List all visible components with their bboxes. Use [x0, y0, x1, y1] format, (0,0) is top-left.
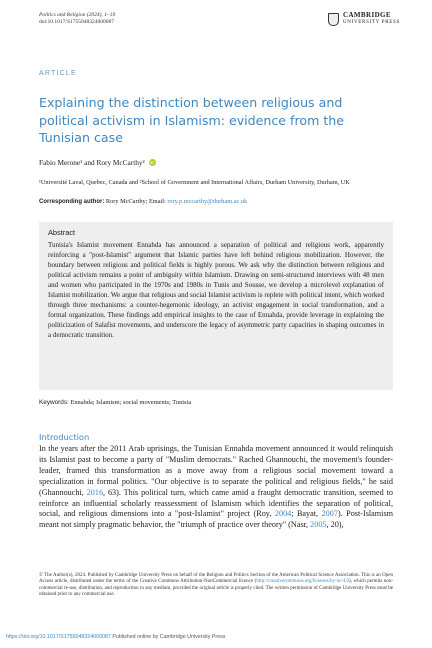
publisher-logo[interactable]	[328, 12, 400, 26]
publisher-name-line2: UNIVERSITY PRESS	[343, 20, 400, 25]
cambridge-crest-icon	[328, 13, 339, 26]
published-online-text: Published online by Cambridge University Press	[112, 634, 226, 640]
introduction-paragraph: In the years after the 2011 Arab uprisings, the Tunisian Ennahda movement announced it would relinquish its Islamist past to become a party of "Muslim democrats." Rached Ghannouchi, the movement's founder-leader, framed this transformation as a move away from a religious social movement toward a specialization in formal politics. "Our objective is to separate the political and religious fields," he said (Ghannouchi, 2016, 63). This political turn, which came amid a fraught democratic transition, seemed to reinforce an influential scholarly reassessment of Islamism which identifies the separation of political, social, and religious dimensions into a "post-Islamist" project (Roy, 2004; Bayat, 2007). Post-Islamism meant not simply pragmatic behavior, the "triumph of practice over theory" (Nasr, 2005, 20),	[39, 444, 394, 530]
running-header	[39, 12, 115, 26]
abstract-heading: Abstract	[48, 228, 76, 237]
citation-link[interactable]: 2007	[321, 509, 338, 519]
keywords-label: Keywords:	[39, 399, 69, 406]
abstract-box	[39, 222, 393, 390]
author-names[interactable]: Fabio Merone¹ and Rory McCarthy²	[39, 158, 145, 167]
citation-link[interactable]: 2016	[86, 487, 104, 497]
copyright-footnote: © The Author(s), 2024. Published by Cambridge University Press on behalf of the Religion and Politics Section of the American Political Science Association. This is an Open Access article, distributed under the terms of the Creative Commons Attribution-NonCommercial licence (http://creativecommons.org/licenses/by-nc/4.0), which permits non-commercial re-use, distribution, and reproduction in any medium, provided the original article is properly cited. The written permission of Cambridge University Press must be obtained prior to any commercial use.	[39, 573, 394, 597]
abstract-text: Tunisia's Islamist movement Ennahda has announced a separation of political and religious work, apparently reinforcing a "post-Islamist" argument that Islamic parties have left behind religious mobilization. However, the boundary between religious and political fields is highly porous. We ask why the distinction between religious and political activism remains a point of ambiguity within Islamism. Drawing on semi-structured interviews with 48 men and women who participated in the 1970s and 1980s in Tunis and Sousse, we develop a microlevel explanation of Islamist mobilization. We argue that religious and social Islamist activism is replete with political intent, which worked through three mechanisms: a counter-hegemonic ideology, an activist engagement in social transformation, and a formal organization. These findings add empirical insights to the case of Ennahda, provide leverage in explaining the politicization of Salafist movements, and underscore the legacy of asymmetric party capacities in shaping outcomes in a democratic transition.	[48, 241, 384, 339]
introduction-heading: Introduction	[39, 432, 90, 442]
author-list	[39, 158, 156, 167]
publisher-name-line1: CAMBRIDGE	[343, 11, 391, 19]
affiliations: ¹Université Laval, Quebec, Canada and ²School of Government and International Affairs, Durham University, Durham, UK	[39, 179, 350, 186]
keywords	[39, 399, 191, 406]
citation-link[interactable]: 2004	[274, 509, 292, 519]
article-title: Explaining the distinction between religious and political activism in Islamism: evidence from the Tunisian case	[39, 95, 345, 145]
page-footer	[6, 634, 225, 640]
author-email-link[interactable]: rory.p.mccarthy@durham.ac.uk	[167, 198, 248, 205]
doi-link[interactable]: https://doi.org/10.1017/S1755048324000087	[6, 634, 111, 640]
corresponding-author-text: Rory McCarthy; Email:	[105, 198, 166, 205]
orcid-icon[interactable]: iD	[150, 160, 155, 165]
corresponding-author	[39, 198, 247, 206]
journal-citation: Politics and Religion (2024), 1–19	[39, 12, 116, 18]
corresponding-author-label: Corresponding author:	[39, 199, 105, 205]
license-link[interactable]: http://creativecommons.org/licenses/by-nc/4.0	[256, 579, 349, 585]
article-type-label: ARTICLE	[39, 70, 77, 77]
keywords-text: Ennahda; Islamism; social movements; Tunisia	[70, 399, 192, 406]
citation-link[interactable]: 2005	[310, 520, 327, 530]
article-doi: doi:10.1017/S1755048324000087	[39, 19, 115, 25]
